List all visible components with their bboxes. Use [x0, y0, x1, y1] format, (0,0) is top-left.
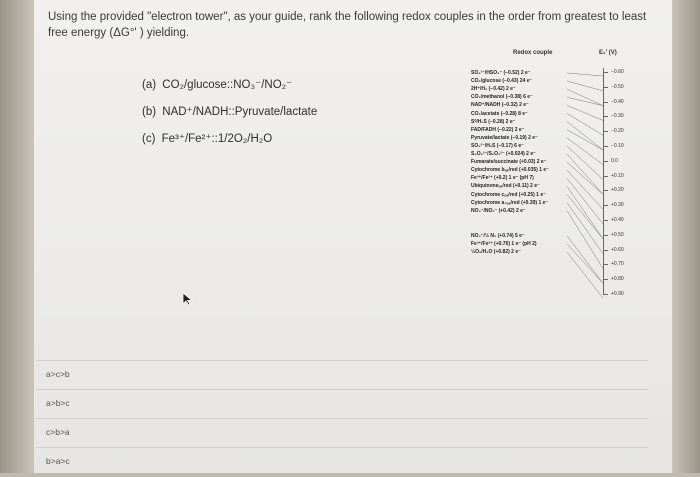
connector-line [567, 73, 603, 76]
scale-tick-label: −0.10 [611, 143, 624, 149]
connector-line [567, 252, 603, 298]
tower-couple-row: FAD/FADH (−0.22) 2 e⁻ [471, 126, 525, 133]
couple-label: (c) [142, 133, 156, 145]
scale-tick-label: +0.80 [611, 276, 624, 283]
tower-couple-row: Cytochrome a₃ₒₓ/red (+0.39) 1 e⁻ [471, 199, 549, 206]
scale-tick [603, 235, 608, 236]
tower-header-potential: E₀' (V) [599, 50, 617, 56]
connector-line [567, 89, 603, 105]
couple-item-a [142, 78, 317, 105]
tower-couple-row: NO₃⁻/½ N₂ (+0.74) 5 e⁻ [471, 232, 525, 239]
connector-line [567, 122, 603, 150]
photo-background-right [672, 0, 700, 473]
connector-line [567, 130, 603, 150]
couple-label: (a) [142, 79, 157, 91]
connector-line [567, 81, 603, 91]
tower-couple-row: Fe³⁺/Fe²⁺ (+0.76) 1 e⁻ (pH 2) [471, 240, 537, 247]
question-text: Using the provided "electron tower", as your guide, rank the following redox couples in the order from greatest to least free energy (ΔG°' ) yielding. [48, 11, 647, 39]
couple-text: NAD⁺/NADH::Pyruvate/lactate [162, 106, 318, 118]
scale-tick-label: −0.50 [611, 83, 624, 90]
scale-tick-label: +0.70 [611, 261, 624, 268]
scale-tick [603, 116, 608, 117]
scale-tick [603, 250, 608, 251]
tower-couple-row: CO₂/methanol (−0.38) 6 e⁻ [471, 94, 533, 101]
connector-line [567, 114, 603, 136]
connector-line [567, 186, 603, 238]
tower-couple-row: CO₂/acetate (−0.28) 8 e⁻ [471, 110, 528, 117]
scale-tick-label: +0.90 [611, 291, 624, 297]
redox-couple-list [142, 78, 317, 159]
tower-couple-row: Fe³⁺/Fe²⁺ (+0.2) 1 e⁻ (pH 7) [471, 175, 534, 182]
answer-option-label: b>a>c [46, 456, 70, 466]
scale-tick [603, 176, 608, 177]
scale-tick [603, 294, 608, 295]
scale-tick [603, 146, 608, 147]
tower-connector-lines [567, 68, 607, 298]
connector-line [567, 138, 603, 165]
scale-tick-label: −0.20 [611, 128, 624, 135]
tower-couple-row: NO₃⁻/NO₂⁻ (+0.42) 2 e⁻ [471, 207, 526, 214]
scale-tick [603, 264, 608, 265]
answer-option[interactable] [36, 360, 648, 390]
tower-couple-row: CO₂/glucose (−0.43) 24 e⁻ [471, 78, 533, 85]
mouse-cursor-icon [182, 292, 194, 306]
couple-text: Fe³⁺/Fe²⁺::1/2O₂/H₂O [161, 133, 273, 145]
scale-tick-label: +0.30 [611, 202, 624, 209]
couple-item-b [142, 105, 317, 132]
tower-couple-row: 2H⁺/H₂ (−0.42) 2 e⁻ [471, 86, 516, 93]
scale-tick [603, 87, 608, 88]
electron-tower-figure [471, 50, 646, 300]
scale-tick-label: +0.40 [611, 217, 624, 223]
scale-tick [603, 279, 608, 280]
scale-tick-label: −0.30 [611, 113, 624, 120]
scale-tick [603, 161, 608, 162]
tower-couple-row: Pyruvate/lactate (−0.19) 2 e⁻ [471, 134, 538, 141]
connector-line [567, 97, 603, 105]
tower-couple-row: S⁰/H₂S (−0.28) 2 e⁻ [471, 118, 516, 125]
tower-couple-row: Cytochrome bₒₓ/red (+0.035) 1 e⁻ [471, 167, 549, 174]
scale-tick-label: +0.10 [611, 172, 624, 179]
connector-line [567, 154, 603, 194]
answer-option[interactable] [36, 389, 648, 419]
couple-item-c [142, 132, 317, 159]
scale-tick-label: +0.50 [611, 231, 624, 238]
scale-tick [603, 205, 608, 206]
scale-tick [603, 131, 608, 132]
scale-tick [603, 72, 608, 73]
photo-background-left [0, 0, 34, 473]
answer-option-label: a>b>c [46, 398, 70, 408]
tower-couple-row: Ubiquinoneₒₓ/red (+0.11) 2 e⁻ [471, 183, 540, 190]
scale-tick-label: 0.0 [611, 157, 618, 164]
scale-tick [603, 102, 608, 103]
scale-tick-label: +0.60 [611, 246, 624, 253]
answer-option[interactable] [36, 418, 648, 448]
couple-text: CO₂/glucose::NO₃⁻/NO₂⁻ [162, 79, 293, 91]
tower-couple-row: ½O₂/H₂O (+0.82) 2 e⁻ [471, 249, 521, 255]
tower-couple-row: Fumarate/succinate (+0.03) 2 e⁻ [471, 159, 547, 166]
connector-line [567, 203, 603, 254]
tower-couple-row: Cytochrome cₒₓ/red (+0.25) 1 e⁻ [471, 191, 546, 198]
tower-couple-row: S₄O₆²⁻/S₂O₃²⁻ (+0.024) 2 e⁻ [471, 151, 536, 157]
scale-tick-label: −0.40 [611, 98, 624, 105]
answer-option-label: c>b>a [46, 427, 70, 437]
tower-couple-row: SO₃²⁻/H₂S (−0.17) 6 e⁻ [471, 142, 524, 149]
scale-tick [603, 220, 608, 221]
connector-line [567, 244, 603, 283]
connector-line [567, 105, 603, 120]
answer-option-label: a>c>b [46, 369, 70, 379]
scale-tick-label: −0.60 [611, 69, 624, 75]
tower-header-couple: Redox couple [513, 50, 553, 56]
couple-label: (b) [142, 106, 157, 118]
tower-couple-row: NAD⁺/NADH (−0.32) 2 e⁻ [471, 102, 529, 109]
scale-tick [603, 190, 608, 191]
tower-couple-row: SO₄²⁻/HSO₃⁻ (−0.52) 2 e⁻ [471, 70, 531, 76]
scale-tick-label: +0.20 [611, 187, 624, 194]
